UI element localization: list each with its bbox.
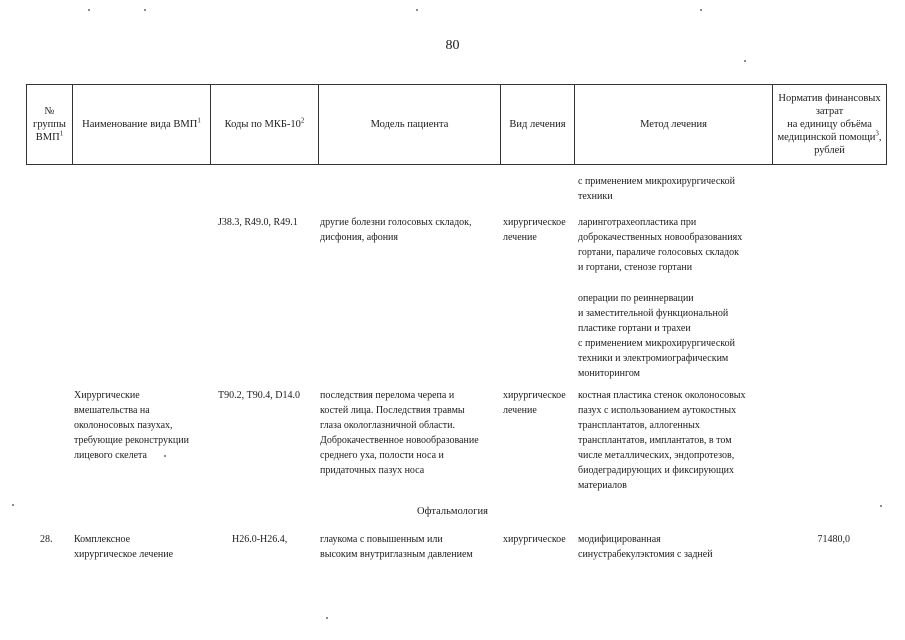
row2-treatment-type: хирургическое лечение bbox=[503, 390, 566, 416]
section-heading: Офтальмология bbox=[417, 506, 488, 517]
scan-speck bbox=[144, 9, 146, 11]
row2-patient-model: последствия перелома черепа и костей лица. Последствия травмы глаза окологлазничной области. Доброкачественное новообразование среднего уха, полости носа и придаточных пазух носа bbox=[320, 390, 479, 476]
row2-method: костная пластика стенок околоносовых пазух с использованием аутокостных трансплантатов, аллогенных трансплантатов, имплантатов, в том числе металлических, эндопротезов, биодеградирующих и фиксирующих материалов bbox=[578, 390, 746, 491]
header-col-group-number: № группы ВМП$^1$ bbox=[27, 85, 73, 165]
row0-method: с применением микрохирургической техники bbox=[578, 176, 735, 202]
scan-speck bbox=[700, 9, 702, 11]
row28-cost-norm: 71480,0 bbox=[817, 534, 850, 545]
row2-vmp-name: Хирургические вмешательства на околоносовых пазухах, требующие реконструкции лицевого скелета bbox=[74, 390, 189, 461]
row2-codes: Т90.2, Т90.4, D14.0 bbox=[218, 390, 300, 401]
scan-speck bbox=[416, 9, 418, 11]
header-col-treatment-type: Вид лечения bbox=[501, 85, 575, 165]
row28-patient-model: глаукома с повышенным или высоким внутриглазным давлением bbox=[320, 534, 473, 560]
table-header bbox=[26, 84, 887, 165]
scan-speck bbox=[12, 504, 14, 506]
row28-treatment-type: хирургическое bbox=[503, 534, 566, 545]
header-col-treatment-method: Метод лечения bbox=[575, 85, 773, 165]
header-col-icd-codes: Коды по МКБ-$10^2$ bbox=[211, 85, 319, 165]
row1-patient-model: другие болезни голосовых складок, дисфония, афония bbox=[320, 217, 472, 243]
scan-speck bbox=[744, 60, 746, 62]
header-col-vmp-name: Наименование вида ВМП$^1$ bbox=[73, 85, 211, 165]
page-number: 80 bbox=[445, 38, 460, 53]
row28-codes: Н26.0-Н26.4, bbox=[232, 534, 288, 545]
row28-vmp-name: Комплексное хирургическое лечение bbox=[74, 534, 174, 560]
scan-speck bbox=[164, 455, 166, 457]
row1-treatment-type: хирургическое лечение bbox=[503, 217, 566, 243]
scan-speck bbox=[326, 617, 328, 619]
scan-speck bbox=[88, 9, 90, 11]
row1-method-alt: операции по реиннервации и заместительной функциональной пластике гортани и трахеи с применением микрохирургической техники и электромиографическим мониторингом bbox=[578, 293, 735, 379]
row28-method: модифицированная синустрабекулэктомия с задней bbox=[578, 534, 713, 560]
row1-codes: J38.3, R49.0, R49.1 bbox=[218, 217, 298, 228]
scan-speck bbox=[880, 505, 882, 507]
row28-number: 28. bbox=[40, 534, 53, 545]
row1-method: ларинготрахеопластика при доброкачественных новообразованиях гортани, параличе голосовых складок и гортани, стенозе гортани bbox=[578, 217, 743, 273]
header-col-cost-norm: Норматив финансовых затрат на единицу объёма медицинской помощи$^3$, рублей bbox=[773, 85, 887, 165]
header-col-patient-model: Модель пациента bbox=[319, 85, 501, 165]
